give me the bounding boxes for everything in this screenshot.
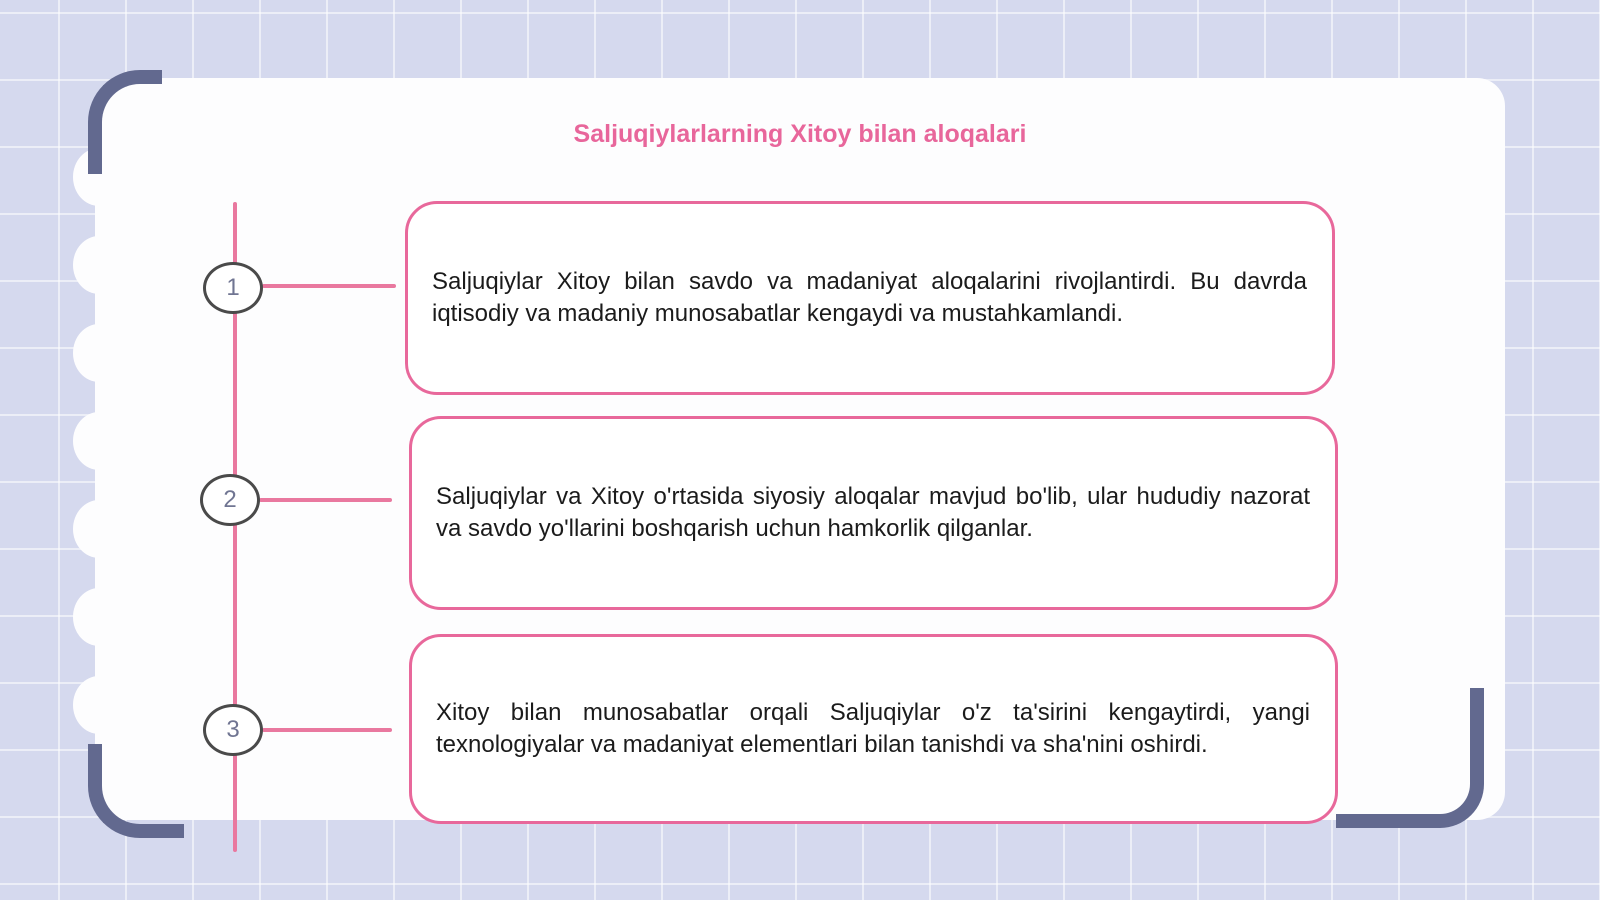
slide-title: Saljuqiylarlarning Xitoy bilan aloqalari (573, 120, 1027, 148)
step-text-box (409, 634, 1338, 824)
step-text: Saljuqiylar Xitoy bilan savdo va madaniyat aloqalarini rivojlantirdi. Bu davrda iqtisodiy va madaniy munosabatlar kengaydi va mustahkamlandi. (432, 268, 1307, 327)
paper-scallop (73, 412, 125, 470)
step-text-box (409, 416, 1338, 610)
corner-bracket-top-left (88, 70, 162, 174)
connector-line (259, 498, 392, 502)
step-number-circle: 3 (203, 704, 263, 756)
paper-scallop (73, 588, 125, 646)
paper-scallop (73, 236, 125, 294)
corner-bracket-bottom-left (88, 744, 184, 838)
step-text: Xitoy bilan munosabatlar orqali Saljuqiylar o'z ta'sirini kengaytirdi, yangi texnologiyalar va madaniyat elementlari bilan tanishdi va sha'nini oshirdi. (436, 699, 1310, 758)
connector-line (262, 284, 396, 288)
paper-scallop (73, 324, 125, 382)
connector-line (262, 728, 392, 732)
corner-bracket-bottom-right (1336, 688, 1484, 828)
step-text: Saljuqiylar va Xitoy o'rtasida siyosiy aloqalar mavjud bo'lib, ular hududiy nazorat va savdo yo'llarini boshqarish uchun hamkorlik qilganlar. (436, 483, 1310, 542)
step-number-circle: 1 (203, 262, 263, 314)
paper-scallop (73, 676, 125, 734)
paper-scallop (73, 500, 125, 558)
step-number-circle: 2 (200, 474, 260, 526)
step-text-box (405, 201, 1335, 395)
